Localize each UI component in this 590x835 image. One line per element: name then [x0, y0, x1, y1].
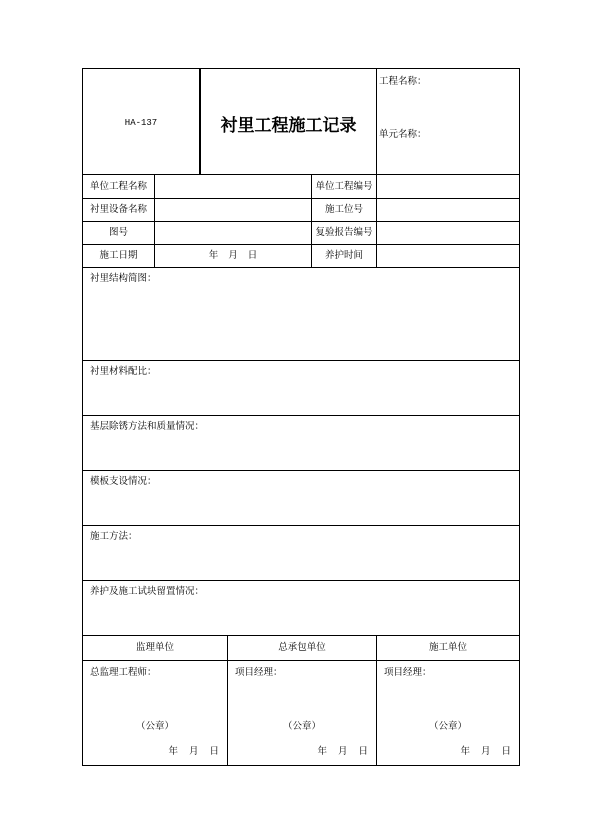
section-label: 施工方法： [90, 531, 138, 542]
section-formwork [82, 470, 520, 526]
drawing-number-value [154, 221, 312, 245]
info-label-cell [311, 221, 377, 245]
info-label-cell [82, 221, 155, 245]
section-lining-material-ratio [82, 360, 520, 416]
section-lining-structure-sketch [82, 267, 520, 361]
curing-time-label: 养护时间 [324, 250, 363, 261]
construction-position-number-label: 施工位号 [324, 204, 363, 215]
section-label: 模板支设情况： [90, 476, 157, 487]
section-label: 衬里结构简图： [90, 273, 157, 284]
date-month: 月 [480, 746, 491, 757]
official-seal-label: （公章） [282, 721, 321, 732]
signature-unit-label: 施工单位 [428, 642, 467, 653]
section-rust-removal [82, 415, 520, 471]
form-title-cell [199, 68, 377, 175]
form-title: 衬里工程施工记录 [220, 115, 357, 136]
date-day: 日 [358, 746, 368, 757]
date-year: 年 [168, 746, 178, 757]
signature-block-supervision [82, 660, 228, 766]
project-info-cell [376, 68, 520, 175]
section-curing-and-test-block [82, 580, 520, 636]
signature-unit-label: 监理单位 [135, 642, 174, 653]
unit-project-number-value [376, 174, 520, 199]
form-code-cell [82, 68, 200, 175]
date-day: 日 [247, 250, 258, 261]
official-seal-label: （公章） [135, 721, 174, 732]
drawing-number-label: 图号 [108, 227, 128, 238]
info-label-cell [82, 174, 155, 199]
signature-unit-supervision [82, 635, 228, 661]
info-label-cell [82, 198, 155, 222]
signature-unit-construction [376, 635, 520, 661]
signature-date [317, 746, 368, 758]
form-code: HA-137 [124, 118, 158, 128]
project-name-label: 工程名称： [379, 76, 427, 87]
official-seal-label: （公章） [428, 721, 467, 732]
section-construction-method [82, 525, 520, 581]
retest-report-number-value [376, 221, 520, 245]
section-label: 养护及施工试块留置情况： [90, 586, 205, 597]
unit-project-number-label: 单位工程编号 [315, 180, 373, 192]
construction-date-label: 施工日期 [99, 250, 138, 261]
signature-block-construction [376, 660, 520, 766]
unit-project-name-value [154, 174, 312, 199]
date-year: 年 [208, 250, 219, 261]
info-label-cell [311, 174, 377, 199]
date-month: 月 [228, 250, 238, 261]
signature-unit-label: 总承包单位 [278, 642, 326, 653]
date-placeholder [209, 250, 258, 262]
signature-date [460, 746, 511, 758]
info-label-cell [311, 244, 377, 268]
curing-time-value [376, 244, 520, 268]
signer-label: 项目经理： [235, 667, 283, 678]
construction-date-value [154, 244, 312, 268]
lining-equipment-name-label: 衬里设备名称 [89, 204, 147, 215]
date-year: 年 [317, 746, 327, 757]
unit-name-label: 单元名称： [379, 129, 427, 140]
info-label-cell [311, 198, 377, 222]
date-day: 日 [209, 746, 219, 757]
section-label: 衬里材料配比： [90, 366, 157, 377]
date-day: 日 [501, 746, 511, 757]
date-month: 月 [337, 746, 348, 757]
signature-date [168, 746, 219, 758]
signature-block-general-contractor [227, 660, 377, 766]
date-month: 月 [188, 746, 199, 757]
signature-unit-general-contractor [227, 635, 377, 661]
lining-equipment-name-value [154, 198, 312, 222]
info-label-cell [82, 244, 155, 268]
unit-project-name-label: 单位工程名称 [89, 180, 147, 192]
signer-label: 总监理工程师： [90, 667, 157, 678]
construction-position-number-value [376, 198, 520, 222]
signer-label: 项目经理： [384, 667, 432, 678]
date-year: 年 [460, 746, 470, 757]
section-label: 基层除锈方法和质量情况： [90, 421, 205, 432]
retest-report-number-label: 复验报告编号 [315, 227, 373, 238]
